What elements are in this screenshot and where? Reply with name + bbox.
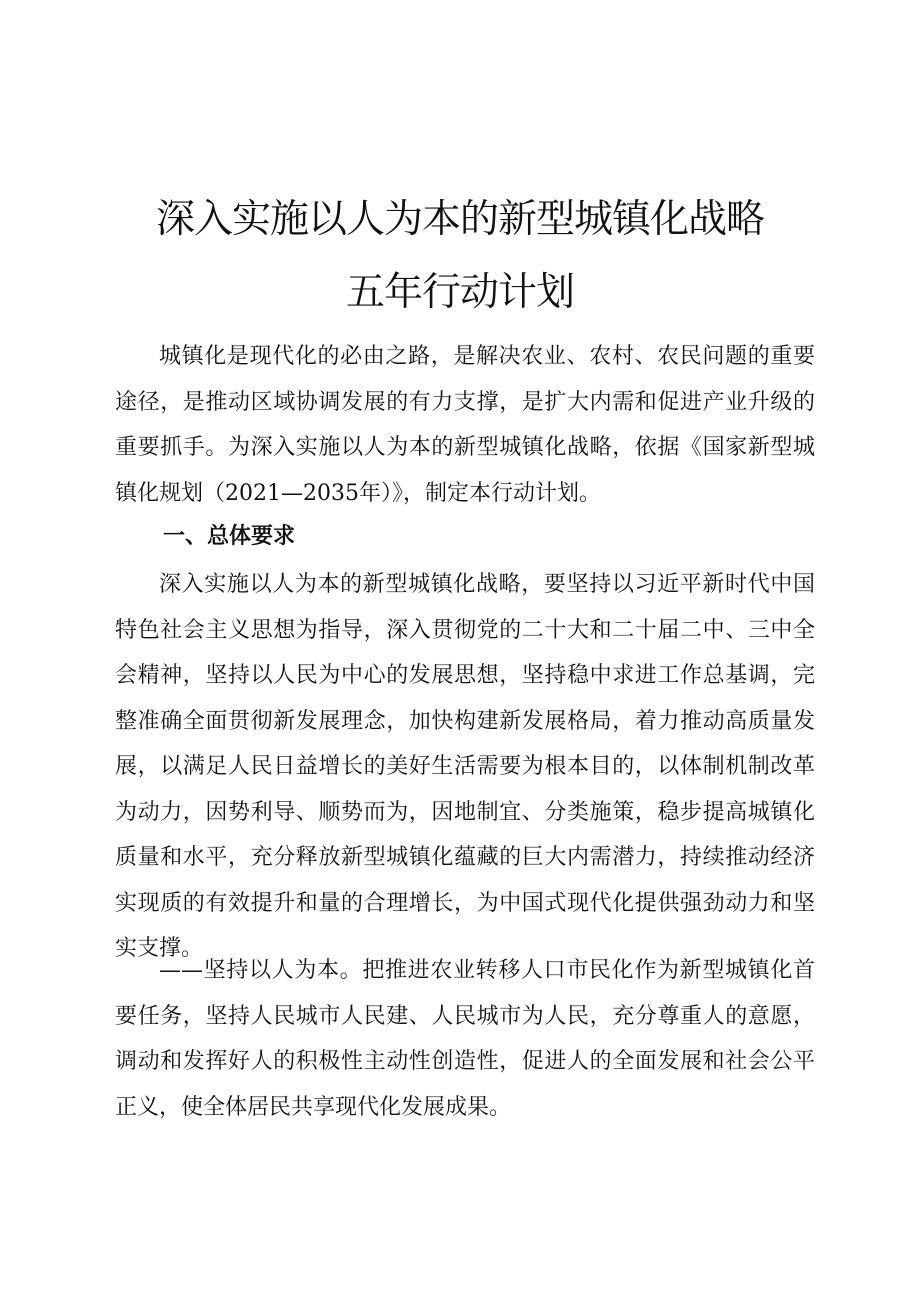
- general-requirements-paragraph: 深入实施以人为本的新型城镇化战略，要坚持以习近平新时代中国特色社会主义思想为指导，深入贯彻党的二十大和二十届二中、三中全会精神，坚持以人民为中心的发展思想，坚持稳中求进工作总基调，完整准确全面贯彻新发展理念，加快构建新发展格局，着力推动高质量发展，以满足人民日益增长的美好生活需要为根本目的，以体制机制改革为动力，因势利导、顺势而为，因地制宜、分类施策，稳步提高城镇化质量和水平，充分释放新型城镇化蕴藏的巨大内需潜力，持续推动经济实现质的有效提升和量的合理增长，为中国式现代化提供强劲动力和坚实支撑。: [115, 572, 815, 961]
- document-title-line-2: 五年行动计划: [345, 270, 574, 315]
- section-heading-general-requirements: 一、总体要求: [163, 524, 296, 549]
- document-title-line-1: 深入实施以人为本的新型城镇化战略: [155, 197, 764, 242]
- principle-people-oriented-paragraph: ——坚持以人为本。把推进农业转移人口市民化作为新型城镇化首要任务，坚持人民城市人民建、人民城市为人民，充分尊重人的意愿，调动和发挥好人的积极性主动性创造性，促进人的全面发展和社会公平正义，使全体居民共享现代化发展成果。: [115, 958, 815, 1120]
- intro-paragraph: 城镇化是现代化的必由之路，是解决农业、农村、农民问题的重要途径，是推动区域协调发展的有力支撑，是扩大内需和促进产业升级的重要抓手。为深入实施以人为本的新型城镇化战略，依据《国家新型城镇化规划（2021—2035年）》，制定本行动计划。: [115, 344, 815, 506]
